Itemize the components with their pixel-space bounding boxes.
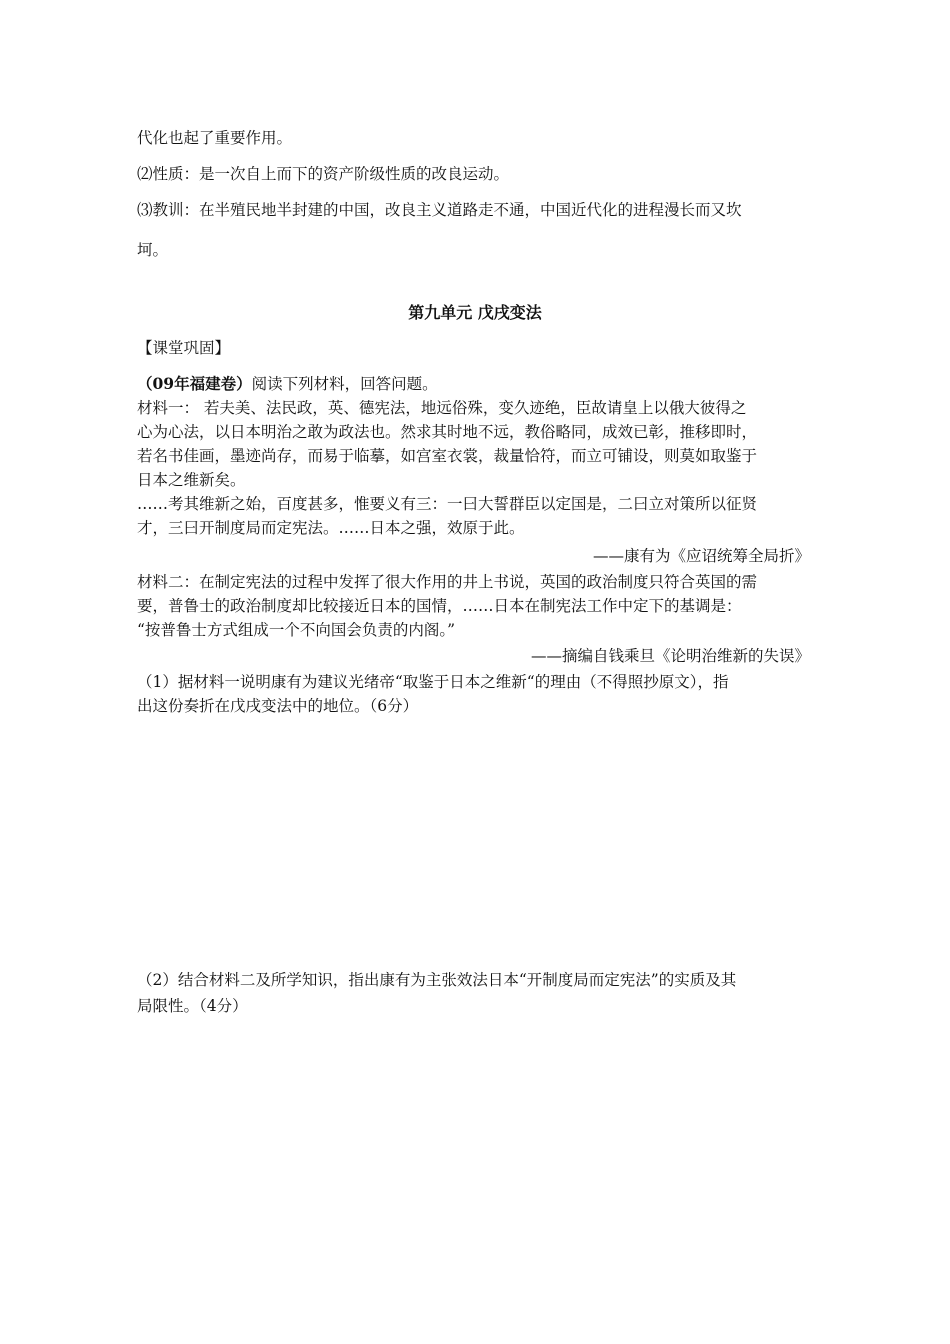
intro-line-3: ⑶教训：在半殖民地半封建的中国，改良主义道路走不通，中国近代化的进程漫长而又坎 [137,201,742,219]
question-2-line: 局限性。（4分） [137,997,248,1015]
intro-line-4: 坷。 [137,241,169,259]
material1-citation: ——康有为《应诏统筹全局折》 [592,547,810,565]
material1-line: 材料一： 若夫美、法民政，英、德宪法，地远俗殊，变久迹绝，臣故请皇上以俄大彼得之 [137,399,747,417]
intro-line-2: ⑵性质：是一次自上而下的资产阶级性质的改良运动。 [137,165,510,183]
material2-line: “按普鲁士方式组成一个不向国会负责的内阁。” [137,621,456,639]
question-source: （09年福建卷） [137,374,252,393]
material1-line: 若名书佳画，墨迹尚存，而易于临摹，如宫室衣裳，裁量恰符，而立可铺设，则莫如取鉴于 [137,447,758,465]
question-1-line: （1）据材料一说明康有为建议光绪帝“取鉴于日本之维新“的理由（不得照抄原文），指 [137,673,729,691]
question-header [137,374,438,394]
material1-line: 日本之维新矣。 [137,471,246,489]
intro-line-1: 代化也起了重要作用。 [137,129,293,147]
question-2-line: （2）结合材料二及所学知识，指出康有为主张效法日本“开制度局而定宪法”的实质及其 [137,971,737,989]
unit-title: 第九单元 戊戌变法 [408,303,542,322]
material1-line: 心为心法，以日本明治之敢为政法也。然求其时地不远，教俗略同，成效已彰，推移即时， [137,423,758,441]
material2-line: 要，普鲁士的政治制度却比较接近日本的国情，……日本在制宪法工作中定下的基调是： [137,597,742,615]
section-label: 【课堂巩固】 [137,339,231,357]
material2-line: 材料二：在制定宪法的过程中发挥了很大作用的井上书说，英国的政治制度只符合英国的需 [137,573,758,591]
material1-line: 才，三曰开制度局而定宪法。……日本之强，效原于此。 [137,519,525,537]
material1-line: ……考其维新之始，百度甚多，惟要义有三：一曰大誓群臣以定国是，二曰立对策所以征贤 [137,495,758,513]
question-prompt: 阅读下列材料，回答问题。 [251,375,438,393]
question-1-line: 出这份奏折在戊戌变法中的地位。（6分） [137,697,419,715]
material2-citation: ——摘编自钱乘旦《论明治维新的失误》 [530,647,810,665]
